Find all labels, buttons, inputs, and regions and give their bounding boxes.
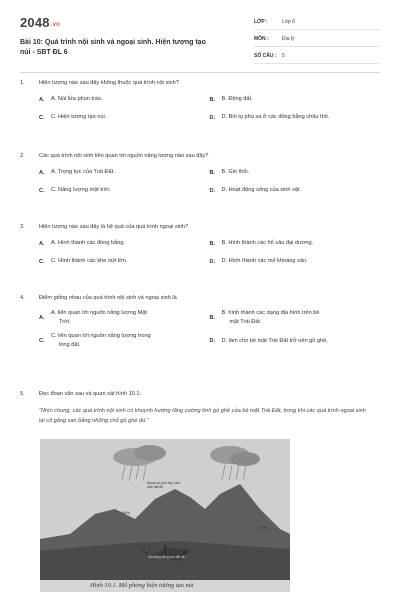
question-4-text: 4. Điểm giống nhau của quá trình nội sinh và ngoại sinh là xyxy=(20,295,177,301)
site-logo[interactable]: 2048.vn xyxy=(20,15,61,30)
count-value: 5 xyxy=(282,53,285,59)
figure-mountain-formation xyxy=(40,439,290,592)
subject-label: MÔN : xyxy=(254,36,269,42)
q2-option-d[interactable]: D. D. Hoạt động sống của sinh vật. xyxy=(209,187,302,194)
q2-option-a[interactable]: A. A. Trọng lực của Trái Đất. xyxy=(39,169,115,176)
question-3 xyxy=(20,224,380,266)
label-deposition-right: Bồi tụ xyxy=(260,526,269,530)
q2-option-c[interactable]: C. C. Năng lượng mặt trời. xyxy=(39,187,111,194)
document-title: Bài 10: Quá trình nội sinh và ngoại sinh. Hiện tượng tạo núi - SBT ĐL 6 xyxy=(20,39,206,56)
question-2 xyxy=(20,153,380,195)
q3-option-a[interactable]: A. A. Hình thành các đồng bằng. xyxy=(39,240,126,247)
q4-option-a[interactable]: A. A. liên quan tới nguồn năng lượng Mặt Trời. xyxy=(39,310,147,325)
question-4 xyxy=(20,295,380,350)
question-5-text: 5. Đọc đoạn văn sau và quan sát hình 10.1: xyxy=(20,391,142,397)
figure-caption: Hình 10.1. Mô phỏng hiện tượng tạo núi xyxy=(40,580,290,592)
q2-option-b[interactable]: B. B. Gió thổi. xyxy=(209,169,250,176)
q3-option-b[interactable]: B. B. Hình thành các hố sâu đại dương. xyxy=(209,240,314,247)
class-value: Lớp 6 xyxy=(282,19,296,25)
cloud-right xyxy=(230,452,260,466)
header-divider xyxy=(20,72,380,73)
q3-option-c[interactable]: C. C. Hình thành các khe nứt lớn. xyxy=(39,258,128,265)
meta-subject-row xyxy=(254,32,380,47)
q1-option-a[interactable]: A. A. Núi lửa phun trào. xyxy=(39,96,103,103)
q3-option-d[interactable]: D. D. Hình thành các mỏ khoáng sản. xyxy=(209,258,308,265)
reading-passage: “Nhìn chung, các quá trình nội sinh có khuynh hướng tăng cường tính gồ ghề của bề mặt Trái Đất, trong khi các quá trình ngoại sinh lại cố gắng san bằng những chỗ gồ ghề đó.” xyxy=(39,408,366,424)
q1-option-c[interactable]: C. C. Hiện tượng tạo núi. xyxy=(39,114,107,121)
count-label: SỐ CÂU : xyxy=(254,53,277,59)
q4-option-c[interactable]: C. C. liên quan tới nguồn năng lượng trong lòng đất. xyxy=(39,333,151,348)
class-label: LỚP : xyxy=(254,19,268,25)
label-uplift: Nội động dâng cao đất đá xyxy=(148,555,185,559)
question-2-text: 2. Các quá trình nội sinh liên quan tới nguồn năng lượng nào sau đây? xyxy=(20,153,209,159)
q1-option-d[interactable]: D. D. Bồi tụ phù sa ở các đồng bằng châu thổ. xyxy=(209,114,330,121)
meta-panel xyxy=(254,15,380,66)
q1-option-b[interactable]: B. B. Động đất. xyxy=(209,96,253,103)
meta-class-row xyxy=(254,15,380,30)
q4-option-b[interactable]: B. B. hình thành các dạng địa hình trên bề mặt Trái Đất. xyxy=(209,310,320,325)
question-1-text: 1. Hiện tượng nào sau đây không thuộc quá trình nội sinh? xyxy=(20,80,179,86)
subject-value: Địa lý xyxy=(282,36,295,42)
question-3-text: 3. Hiện tượng nào sau đây là hệ quả của quá trình ngoại sinh? xyxy=(20,224,189,230)
label-erosion: Ngoại lực phá huỷ, bào mòn đất đá xyxy=(147,481,180,489)
label-deposition-left: Bồi tụ xyxy=(122,511,131,515)
q4-option-d[interactable]: D. D. làm cho bề mặt Trái Đất trở nên gồ ghề. xyxy=(209,337,328,344)
question-1 xyxy=(20,80,380,122)
question-5 xyxy=(20,391,380,397)
page-header xyxy=(20,14,220,57)
meta-count-row xyxy=(254,49,380,64)
